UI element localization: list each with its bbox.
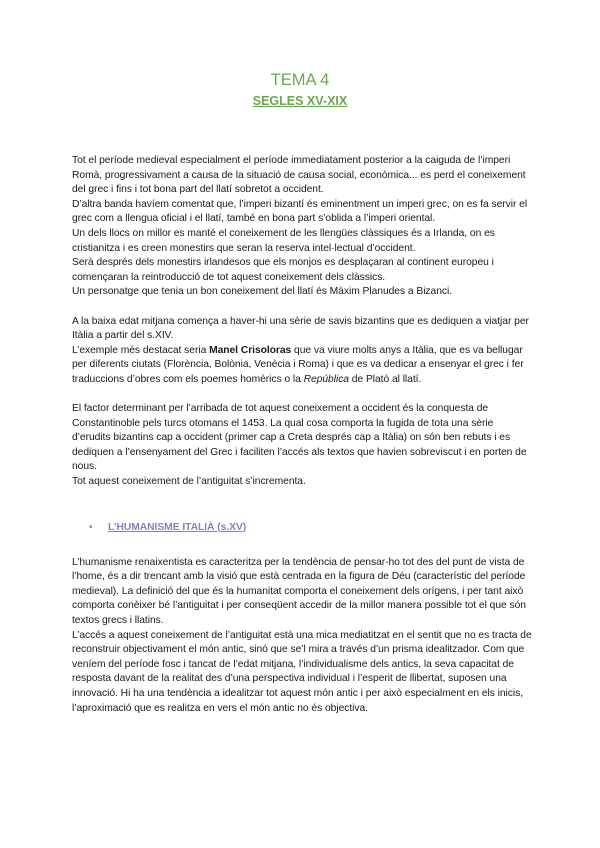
paragraph: Un dels llocs on millor es manté el coneixement de les llengües clàssiques és a Irlanda, on es cristianitza i es creen monestirs que seran la reserva intel·lectual d’occident.	[72, 227, 495, 254]
paragraph: Tot el període medieval especialment el període immediatament posterior a la caiguda de l’imperi Romà, progressivament a causa de la situació de causa social, econòmica... es perd el coneixement del grec i fins i tot bona part del llatí sobretot a occident.	[72, 155, 526, 196]
text-run: que va viure molts anys a Itàlia, que es va bellugar per diferents ciutats (Florència, Bolònia, Venècia i Roma) i que es va dedicar a ensenyar el grec i fer traduccions d’obres com els poemes homèrics o la	[72, 344, 524, 385]
person-name: Manel Crisoloras	[209, 344, 292, 356]
paragraph: L’humanisme renaixentista es caracteritza per la tendència de pensar-ho tot des del punt de vista de l’home, és a dir trencant amb la visió que està centrada en la figura de Déu (característic del període medieval). La definició del que és la humanitat comporta el coneixement dels orígens, i per tant això comporta conèixer bé l’antiguitat i per conseqüent accedir de la millor manera possible tot el que són textos grecs i llatins.	[72, 556, 526, 627]
paragraph: L’accés a aquest coneixement de l’antiguitat està una mica mediatitzat en el sentit que no es tracta de reconstruir objectivament el món antic, sinó que se’l mira a través d’un prisma idealitzador. Com que veníem del període fosc i tancat de l’edat mitjana, l’individualisme dels antics, la seva capacitat de resposta davant de la realitat des d’una perspectiva individual i l’esperit de llibertat, suposen una innovació. Hi ha una tendència a idealitzar tot aquest món antic i per això especialment en els inicis, l’aproximació que es realitza en vers el món antic no és objectiva.	[72, 629, 532, 714]
bullet-icon: •	[89, 521, 93, 533]
paragraph: Un personatge que tenia un bon coneixement del llatí és Màxim Planudes a Bizanci.	[72, 286, 453, 298]
paragraph: D’altra banda havíem comentat que, l’imperi bizantí és eminentment un imperi grec, on es fa servir el grec com a llengua oficial i el llatí, també en bona part s’oblida a l’imperi oriental.	[72, 198, 528, 225]
paragraph: Serà després dels monestirs irlandesos que els monjos es desplaçaran al continent europeu i començaran la reintroducció de tot aquest coneixement dels clàssics.	[72, 257, 494, 283]
section-heading-label: L’HUMANISME ITALIÀ (s.XV)	[108, 521, 247, 533]
document-subtitle: SEGLES XV-XIX	[252, 94, 348, 108]
document-title: TEMA 4	[270, 71, 330, 89]
paragraph	[72, 344, 532, 388]
paragraph: A la baixa edat mitjana comença a haver-hi una sèrie de savis bizantins que es dediquen a viatjar per Itàlia a partir del s.XIV.	[72, 315, 529, 342]
text-run: de Plató al llatí.	[348, 373, 422, 385]
paragraph: Tot aquest coneixement de l’antiguitat s’incrementa.	[72, 476, 306, 488]
document-body	[72, 154, 532, 716]
section-heading	[72, 520, 532, 535]
work-title: República	[303, 373, 349, 385]
text-run: L’exemple més destacat seria	[72, 344, 210, 356]
paragraph: El factor determinant per l’arribada de tot aquest coneixement a occident és la conquesta de Constantinoble pels turcs otomans el 1453. La qual cosa comporta la fugida de tota una sèrie d’erudits bizantins cap a occident (primer cap a Creta després cap a Itàlia) on són ben rebuts i es dediquen a l’ensenyament del Grec i faciliten l’accés als textos que havien sobreviscut i en porten de nous.	[72, 403, 527, 473]
